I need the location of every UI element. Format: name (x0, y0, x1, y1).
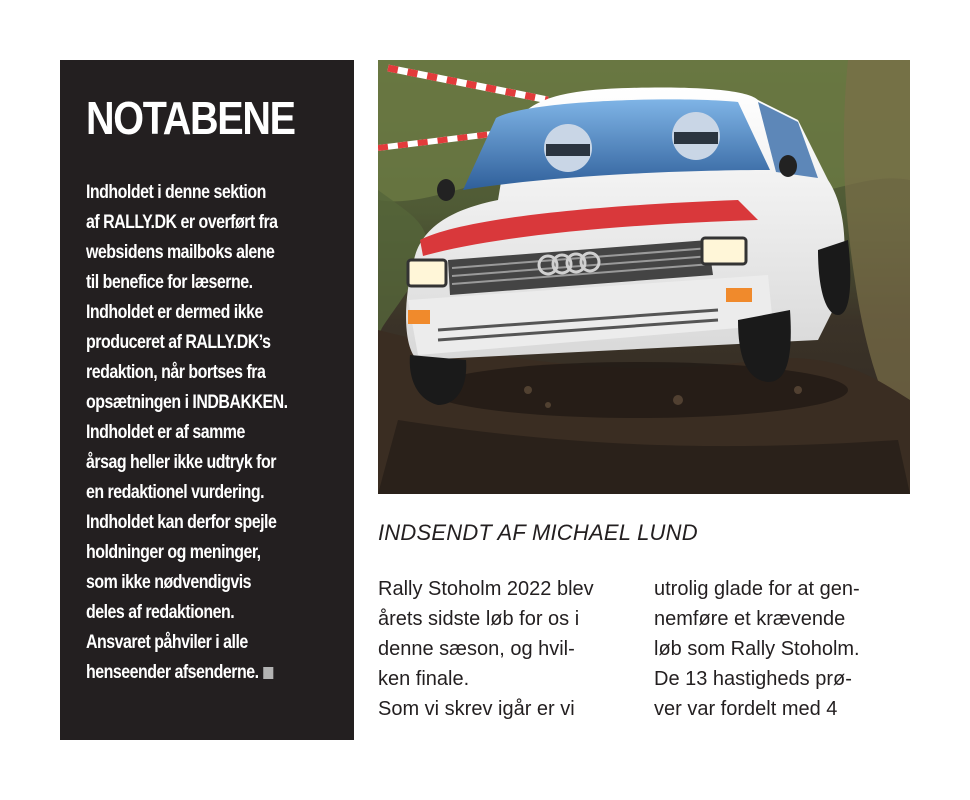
notabene-line: Indholdet i denne sektion (86, 182, 266, 203)
notabene-line: deles af redaktionen. (86, 602, 235, 623)
article-byline: INDSENDT AF MICHAEL LUND (378, 520, 698, 545)
article-column-right (654, 574, 912, 724)
article-line: De 13 hastigheds prø- (654, 668, 852, 690)
notabene-line: holdninger og meninger, (86, 542, 261, 563)
notabene-line: produceret af RALLY.DK’s (86, 332, 271, 353)
rally-car-photo-illustration (378, 60, 910, 494)
article-line: denne sæson, og hvil- (378, 638, 575, 660)
notabene-line: til benefice for læserne. (86, 272, 253, 293)
article-line: ken finale. (378, 668, 470, 690)
notabene-line: som ikke nødvendigvis (86, 572, 252, 593)
article-line: utrolig glade for at gen- (654, 578, 860, 600)
rally-car-photo (378, 60, 910, 494)
notabene-line: Indholdet er af samme (86, 422, 245, 443)
notabene-line: af RALLY.DK er overført fra (86, 212, 278, 233)
end-mark-square-icon (264, 667, 274, 679)
notabene-title: NOTABENE (86, 92, 295, 144)
notabene-line: henseender afsenderne. (86, 662, 259, 683)
article-line: nemføre et krævende (654, 608, 846, 630)
notabene-line: Indholdet kan derfor spejle (86, 512, 277, 533)
notabene-line: opsætningen i INDBAKKEN. (86, 392, 288, 413)
notabene-box (60, 60, 354, 740)
article-line: løb som Rally Stoholm. (654, 638, 860, 660)
article-line: årets sidste løb for os i (378, 608, 580, 630)
article-line: Rally Stoholm 2022 blev (378, 578, 594, 600)
article-column-left (378, 574, 636, 724)
article-line: ver var fordelt med 4 (654, 698, 838, 720)
notabene-line: Ansvaret påhviler i alle (86, 632, 248, 653)
article-line: Som vi skrev igår er vi (378, 698, 575, 720)
notabene-body (86, 178, 346, 688)
notabene-line: Indholdet er dermed ikke (86, 302, 263, 323)
notabene-line: årsag heller ikke udtryk for (86, 452, 276, 473)
notabene-line: websidens mailboks alene (86, 242, 275, 263)
notabene-line: en redaktionel vurdering. (86, 482, 265, 503)
notabene-line: redaktion, når bortses fra (86, 362, 266, 383)
